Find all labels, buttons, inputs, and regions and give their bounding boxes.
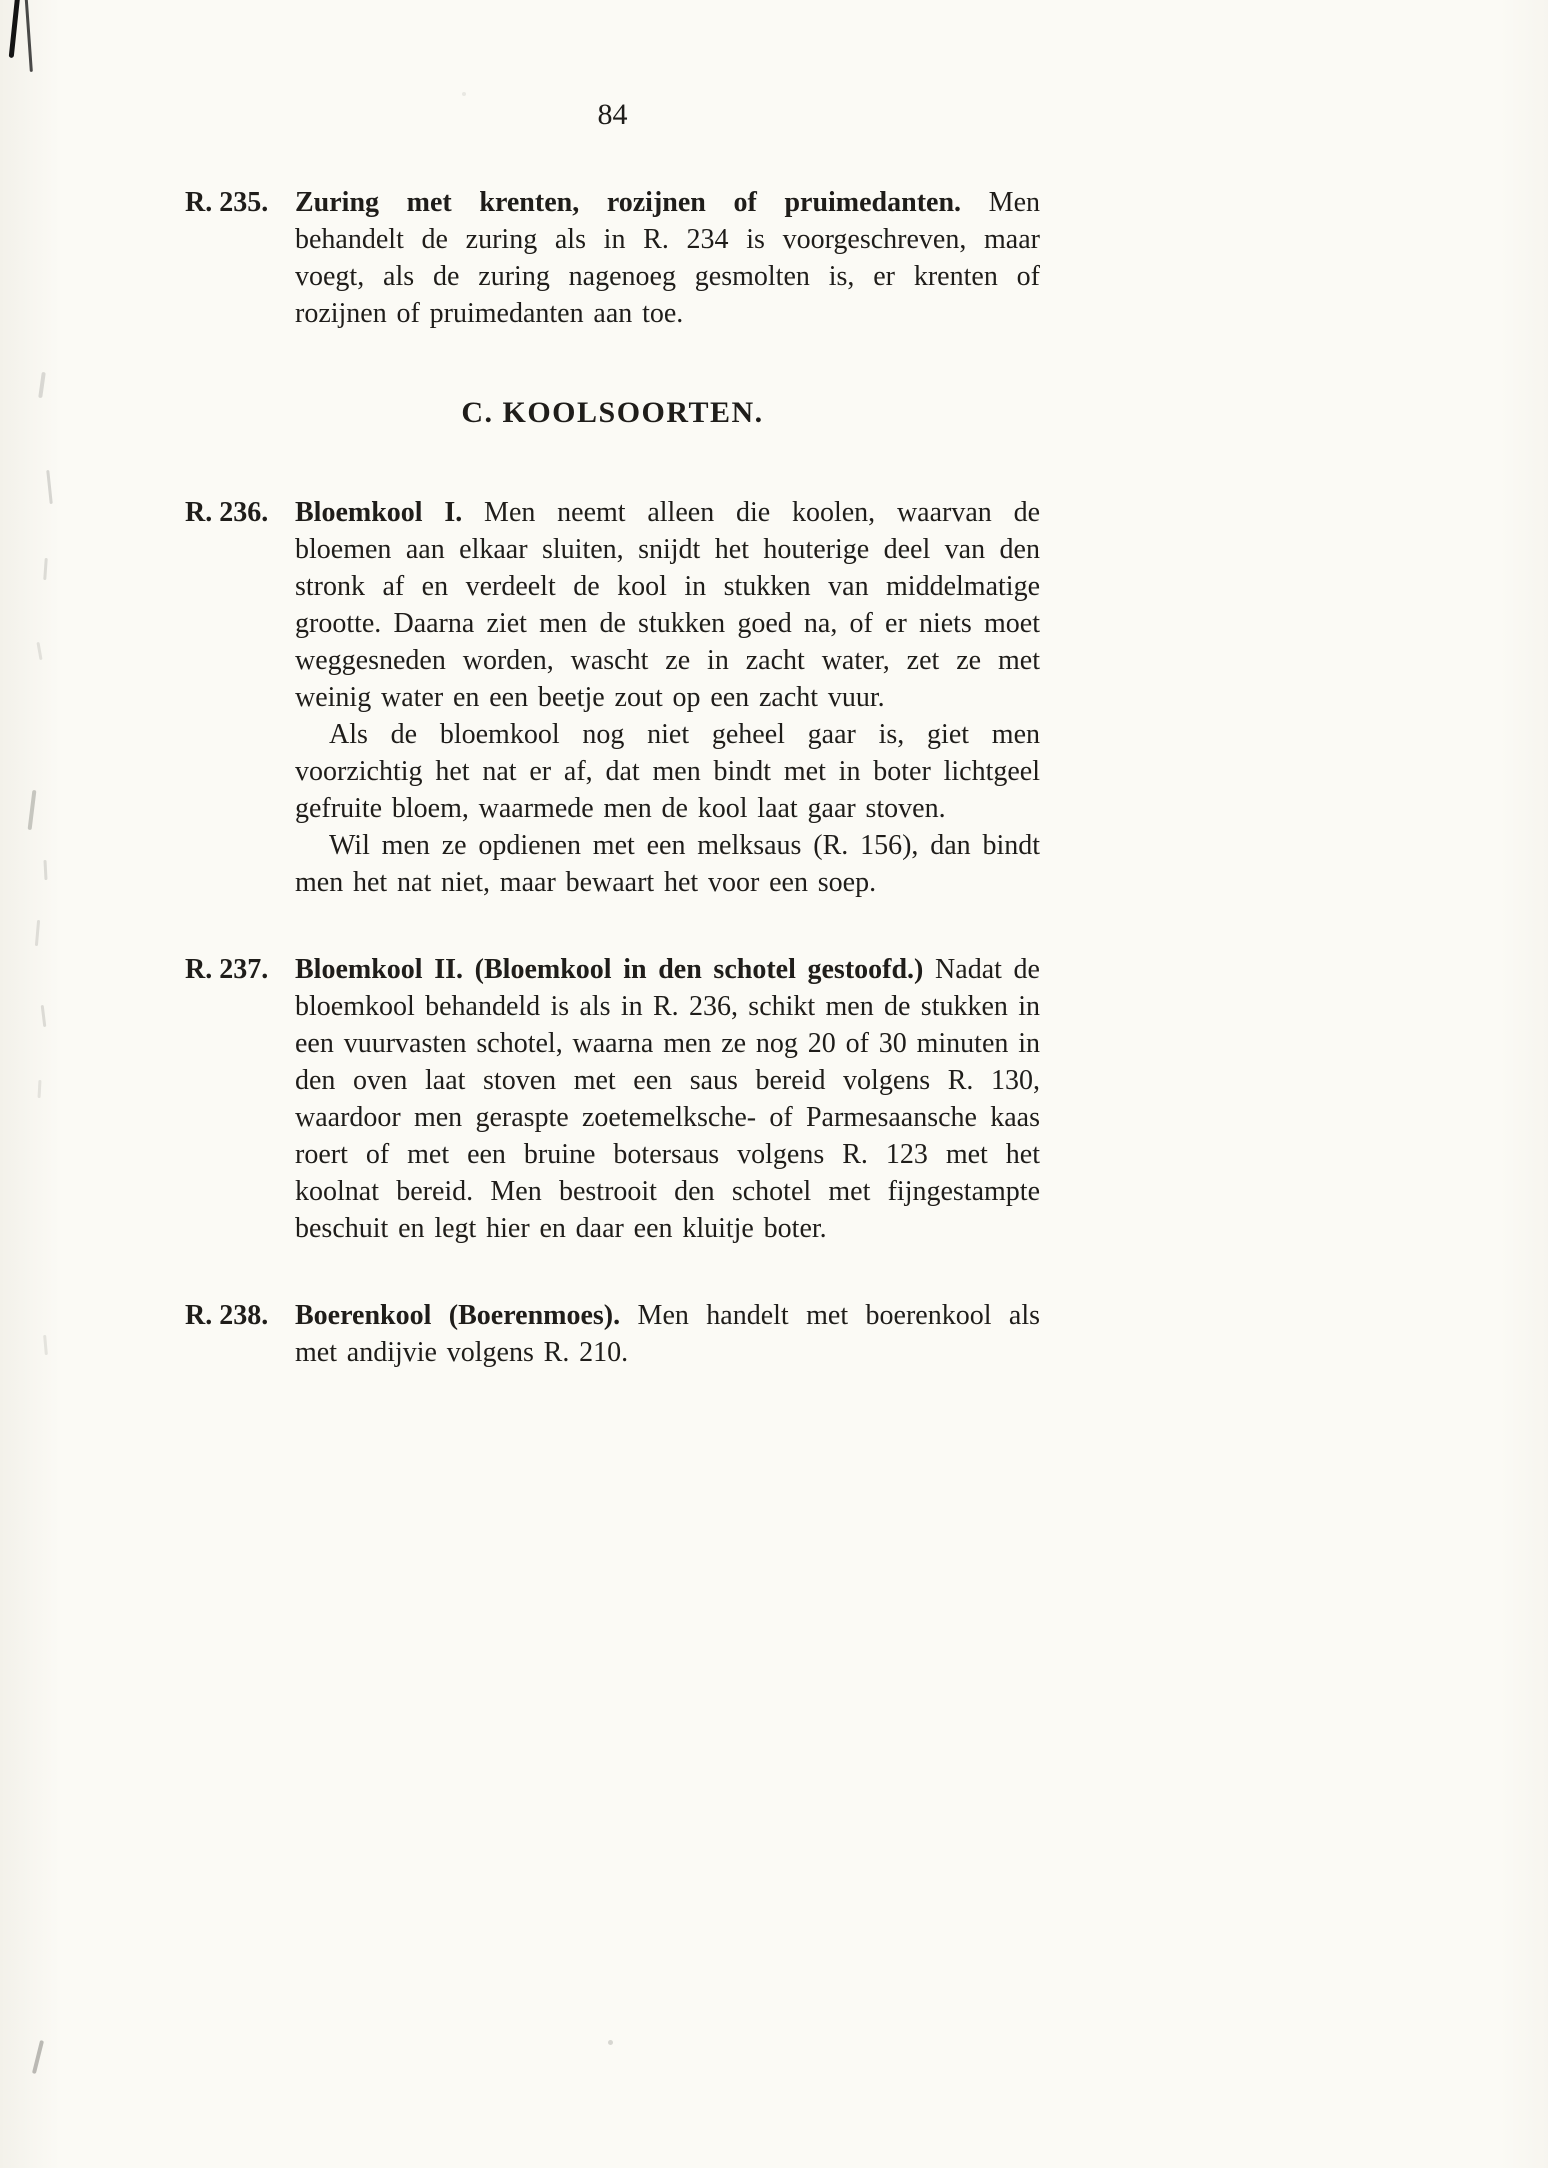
recipe-entry-236 xyxy=(185,494,1040,901)
scan-artifact xyxy=(38,1080,42,1098)
recipe-paragraph: Als de bloemkool nog niet geheel gaar is, giet men voorzichtig het nat er af, dat men bindt met in boter lichtgeel gefruite bloem, waarmede men de kool laat gaar stoven. xyxy=(295,719,1040,824)
page-number: 84 xyxy=(597,98,628,131)
recipe-entry-238 xyxy=(185,1297,1040,1371)
paragraph-text: Men neemt alleen die koolen, waarvan de bloemen aan elkaar sluiten, snijdt het houterige deel van den stronk af en verdeelt de kool in stukken van middelmatige grootte. Daarna ziet men de stukken goed na, of er niets moet weggesneden worden, wascht ze in zacht water, zet ze met weinig water en een beetje zout op een zacht vuur. xyxy=(295,497,1040,713)
recipe-paragraph xyxy=(295,494,1040,716)
binding-mark xyxy=(9,0,21,58)
page-content xyxy=(185,96,1040,1421)
scan-artifact xyxy=(41,1005,47,1027)
recipe-title: Boerenkool (Boerenmoes). xyxy=(295,1300,621,1331)
paragraph-text: Men behandelt de zuring als in R. 234 is voorgeschreven, maar voegt, als de zuring nagenoeg gesmolten is, er krenten of rozijnen of pruimedanten aan toe. xyxy=(295,187,1040,329)
scan-artifact xyxy=(28,790,37,830)
recipe-body xyxy=(295,494,1040,901)
recipe-paragraph xyxy=(295,1297,1040,1371)
recipe-body xyxy=(295,1297,1040,1371)
recipe-entry-237 xyxy=(185,951,1040,1247)
scan-artifact xyxy=(43,558,48,580)
paragraph-text: Men handelt met boerenkool als met andijvie volgens R. 210. xyxy=(295,1300,1040,1368)
paragraph-text: Nadat de bloemkool behandeld is als in R. 236, schikt men de stukken in een vuurvasten schotel, waarna men ze nog 20 of 30 minuten in den oven laat stoven met een saus bereid volgens R. 130, waardoor men geraspte zoetemelksche- of Parmesaansche kaas roert of met een bruine botersaus volgens R. 123 met het koolnat bereid. Men bestrooit den schotel met fijngestampte beschuit en legt hier en daar een kluitje boter. xyxy=(295,954,1040,1244)
recipe-paragraph xyxy=(295,184,1040,332)
recipe-title: Bloemkool II. (Bloemkool in den schotel gestoofd.) xyxy=(295,954,924,985)
section-heading: C. KOOLSOORTEN. xyxy=(461,396,764,429)
recipe-number: R. 235. xyxy=(185,187,269,218)
scan-artifact xyxy=(43,860,47,880)
scan-artifact xyxy=(32,2040,44,2074)
scan-artifact xyxy=(608,2040,613,2045)
scan-artifact xyxy=(36,642,42,660)
scan-artifact xyxy=(43,1335,48,1355)
recipe-body xyxy=(295,951,1040,1247)
recipe-body xyxy=(295,184,1040,332)
scan-artifact xyxy=(46,470,53,504)
recipe-title: Bloemkool I. xyxy=(295,497,463,528)
binding-mark xyxy=(24,0,33,72)
scan-artifact xyxy=(38,372,46,398)
recipe-title: Zuring met krenten, rozijnen of pruimedanten. xyxy=(295,187,962,218)
recipe-entry-235 xyxy=(185,184,1040,332)
recipe-number: R. 236. xyxy=(185,497,269,528)
scan-artifact xyxy=(35,920,40,946)
recipe-number: R. 238. xyxy=(185,1300,269,1331)
recipe-number: R. 237. xyxy=(185,954,269,985)
recipe-paragraph xyxy=(295,951,1040,1247)
recipe-paragraph: Wil men ze opdienen met een melksaus (R. 156), dan bindt men het nat niet, maar bewaart het voor een soep. xyxy=(295,830,1040,898)
